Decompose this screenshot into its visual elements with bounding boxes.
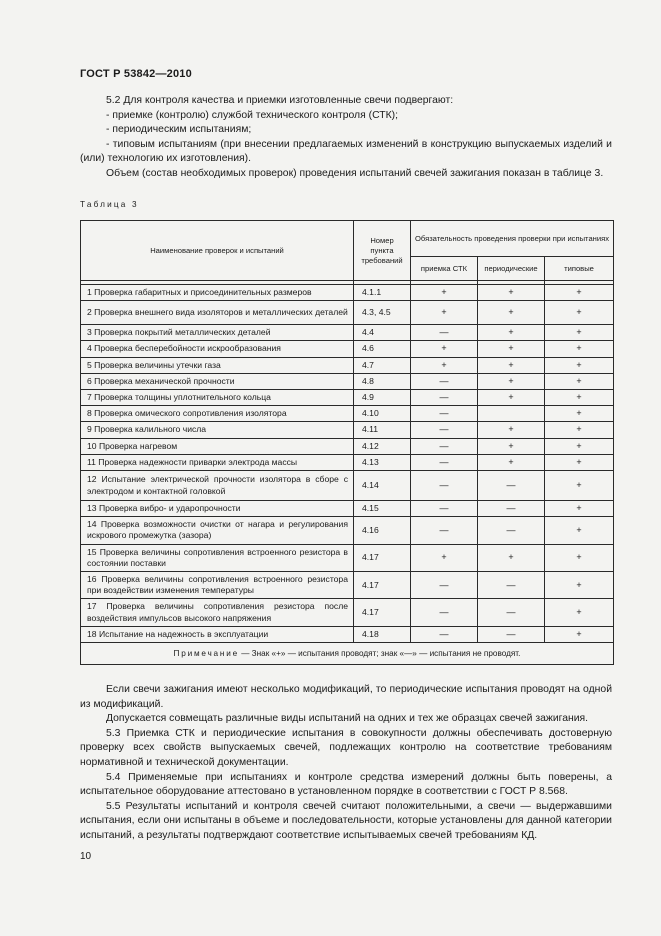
row-name: 5 Проверка величины утечки газа [81, 357, 354, 373]
row-type-mark: + [545, 501, 614, 517]
row-name: 9 Проверка калильного числа [81, 422, 354, 438]
table-row [81, 285, 614, 301]
row-number: 4.16 [354, 517, 411, 544]
row-stk-mark: + [411, 285, 478, 301]
clause-5-2: 5.2 Для контроля качества и приемки изготовленные свечи подвергают: [106, 95, 454, 106]
row-periodic-mark: + [478, 544, 545, 571]
clause-5-4: 5.4 Применяемые при испытаниях и контроле средства измерений должны быть поверены, а испытательное оборудование аттестовано в установленном порядке в соответствии с ГОСТ Р 8.568. [80, 771, 612, 798]
row-name: 14 Проверка возможности очистки от нагара и регулирования искрового промежутка (зазора) [81, 517, 354, 544]
row-periodic-mark: — [478, 572, 545, 599]
row-periodic-mark: + [478, 301, 545, 325]
row-type-mark: + [545, 599, 614, 626]
row-name: 1 Проверка габаритных и присоединительных размеров [81, 285, 354, 301]
row-number: 4.3, 4.5 [354, 301, 411, 325]
table-row [81, 544, 614, 571]
clause-5-3: 5.3 Приемка СТК и периодические испытания в совокупности должны обеспечивать достоверную проверку всех свойств выпускаемых свечей, подлежащих контролю на соответствие требованиям нормативной и технической документации. [80, 727, 612, 768]
row-periodic-mark: + [478, 390, 545, 406]
row-stk-mark: — [411, 626, 478, 642]
row-stk-mark: — [411, 390, 478, 406]
row-number: 4.17 [354, 599, 411, 626]
row-periodic-mark: + [478, 438, 545, 454]
row-number: 4.17 [354, 544, 411, 571]
table-row [81, 406, 614, 422]
table-row [81, 599, 614, 626]
row-periodic-mark: + [478, 285, 545, 301]
row-type-mark: + [545, 544, 614, 571]
row-number: 4.15 [354, 501, 411, 517]
table-row [81, 422, 614, 438]
row-periodic-mark: + [478, 422, 545, 438]
row-number: 4.11 [354, 422, 411, 438]
row-name: 11 Проверка надежности приварки электрода массы [81, 454, 354, 470]
row-type-mark: + [545, 390, 614, 406]
intro-section [80, 94, 612, 182]
outro-section [80, 683, 612, 844]
page-number: 10 [80, 851, 92, 862]
list-item-stk: - приемке (контролю) службой технического контроля (СТК); [106, 109, 398, 121]
table-row [81, 626, 614, 642]
row-name: 15 Проверка величины сопротивления встроенного резистора в состоянии поставки [81, 544, 354, 571]
table-row [81, 517, 614, 544]
row-stk-mark: — [411, 517, 478, 544]
row-stk-mark: — [411, 406, 478, 422]
table-row [81, 438, 614, 454]
row-stk-mark: — [411, 454, 478, 470]
row-number: 4.14 [354, 471, 411, 501]
table-row [81, 301, 614, 325]
table-row [81, 390, 614, 406]
row-stk-mark: + [411, 357, 478, 373]
row-name: 7 Проверка толщины уплотнительного кольца [81, 390, 354, 406]
row-number: 4.6 [354, 341, 411, 357]
header-periodic: периодические [478, 257, 545, 281]
row-periodic-mark: + [478, 454, 545, 470]
table-row [81, 373, 614, 389]
row-type-mark: + [545, 454, 614, 470]
table-row [81, 325, 614, 341]
row-type-mark: + [545, 517, 614, 544]
header-type: типовые [545, 257, 614, 281]
row-name: 12 Испытание электрической прочности изолятора в сборе с электродом и контактной головкой [81, 471, 354, 501]
clause-5-5: 5.5 Результаты испытаний и контроля свечей считают положительными, а свечи — выдержавшими испытания, если они испытаны в объеме и последовательности, которые установлены для данной категории испытаний, а результаты подтверждают соответствие испытываемых свечей требованиям КД. [80, 800, 612, 841]
row-periodic-mark: + [478, 373, 545, 389]
row-stk-mark: — [411, 572, 478, 599]
row-name: 18 Испытание на надежность в эксплуатации [81, 626, 354, 642]
row-type-mark: + [545, 357, 614, 373]
row-periodic-mark: + [478, 325, 545, 341]
row-periodic-mark: + [478, 357, 545, 373]
row-type-mark: + [545, 572, 614, 599]
row-stk-mark: — [411, 325, 478, 341]
modifications-paragraph: Если свечи зажигания имеют несколько модификаций, то периодические испытания проводят на одной из модификаций. [80, 684, 612, 710]
row-stk-mark: — [411, 599, 478, 626]
note-text: — Знак «+» — испытания проводят; знак «—» — испытания не проводят. [238, 648, 521, 658]
row-name: 3 Проверка покрытий металлических деталей [81, 325, 354, 341]
table-note-row [81, 643, 614, 665]
row-periodic-mark: — [478, 501, 545, 517]
row-name: 17 Проверка величины сопротивления резистора после воздействия импульсов высокого напряжения [81, 599, 354, 626]
table-row [81, 341, 614, 357]
row-type-mark: + [545, 341, 614, 357]
header-number: Номер пункта требований [354, 221, 411, 281]
row-type-mark: + [545, 422, 614, 438]
row-periodic-mark: — [478, 517, 545, 544]
list-item-periodic: - периодическим испытаниям; [106, 124, 252, 136]
header-name: Наименование проверок и испытаний [81, 221, 354, 281]
row-number: 4.7 [354, 357, 411, 373]
row-type-mark: + [545, 301, 614, 325]
row-type-mark: + [545, 373, 614, 389]
combined-tests-paragraph: Допускается совмещать различные виды испытаний на одних и тех же образцах свечей зажигания. [106, 713, 589, 725]
row-number: 4.1.1 [354, 285, 411, 301]
row-number: 4.10 [354, 406, 411, 422]
row-periodic-mark: — [478, 626, 545, 642]
table-row [81, 454, 614, 470]
row-type-mark: + [545, 626, 614, 642]
row-number: 4.8 [354, 373, 411, 389]
row-type-mark: + [545, 406, 614, 422]
table-row [81, 357, 614, 373]
row-number: 4.17 [354, 572, 411, 599]
table-row [81, 572, 614, 599]
row-number: 4.13 [354, 454, 411, 470]
row-type-mark: + [545, 285, 614, 301]
row-name: 8 Проверка омического сопротивления изолятора [81, 406, 354, 422]
table-row [81, 501, 614, 517]
document-code: ГОСТ Р 53842—2010 [80, 68, 192, 80]
row-number: 4.4 [354, 325, 411, 341]
row-stk-mark: — [411, 422, 478, 438]
row-periodic-mark: + [478, 341, 545, 357]
table-caption: Таблица 3 [80, 200, 139, 209]
row-number: 4.9 [354, 390, 411, 406]
row-periodic-mark [478, 406, 545, 422]
row-stk-mark: — [411, 373, 478, 389]
row-name: 2 Проверка внешнего вида изоляторов и металлических деталей [81, 301, 354, 325]
header-group: Обязательность проведения проверки при испытаниях [411, 221, 614, 257]
row-stk-mark: + [411, 341, 478, 357]
row-stk-mark: — [411, 438, 478, 454]
row-number: 4.18 [354, 626, 411, 642]
row-periodic-mark: — [478, 471, 545, 501]
row-stk-mark: + [411, 301, 478, 325]
note-label: Примечание [173, 648, 239, 658]
row-name: 6 Проверка механической прочности [81, 373, 354, 389]
header-stk: приемка СТК [411, 257, 478, 281]
row-stk-mark: — [411, 501, 478, 517]
row-type-mark: + [545, 471, 614, 501]
row-name: 13 Проверка вибро- и ударопрочности [81, 501, 354, 517]
row-name: 4 Проверка бесперебойности искрообразования [81, 341, 354, 357]
row-name: 10 Проверка нагревом [81, 438, 354, 454]
row-type-mark: + [545, 438, 614, 454]
row-stk-mark: — [411, 471, 478, 501]
row-stk-mark: + [411, 544, 478, 571]
table-note [81, 643, 614, 665]
row-type-mark: + [545, 325, 614, 341]
table-row [81, 471, 614, 501]
tests-table [80, 220, 614, 665]
list-item-type: - типовым испытаниям (при внесении предлагаемых изменений в конструкцию выпускаемых изделий и (или) технологию их изготовления). [80, 138, 612, 165]
table-reference-paragraph: Объем (состав необходимых проверок) проведения испытаний свечей зажигания показан в таблице 3. [106, 167, 604, 179]
row-name: 16 Проверка величины сопротивления встроенного резистора при воздействии изменения температуры [81, 572, 354, 599]
row-number: 4.12 [354, 438, 411, 454]
row-periodic-mark: — [478, 599, 545, 626]
